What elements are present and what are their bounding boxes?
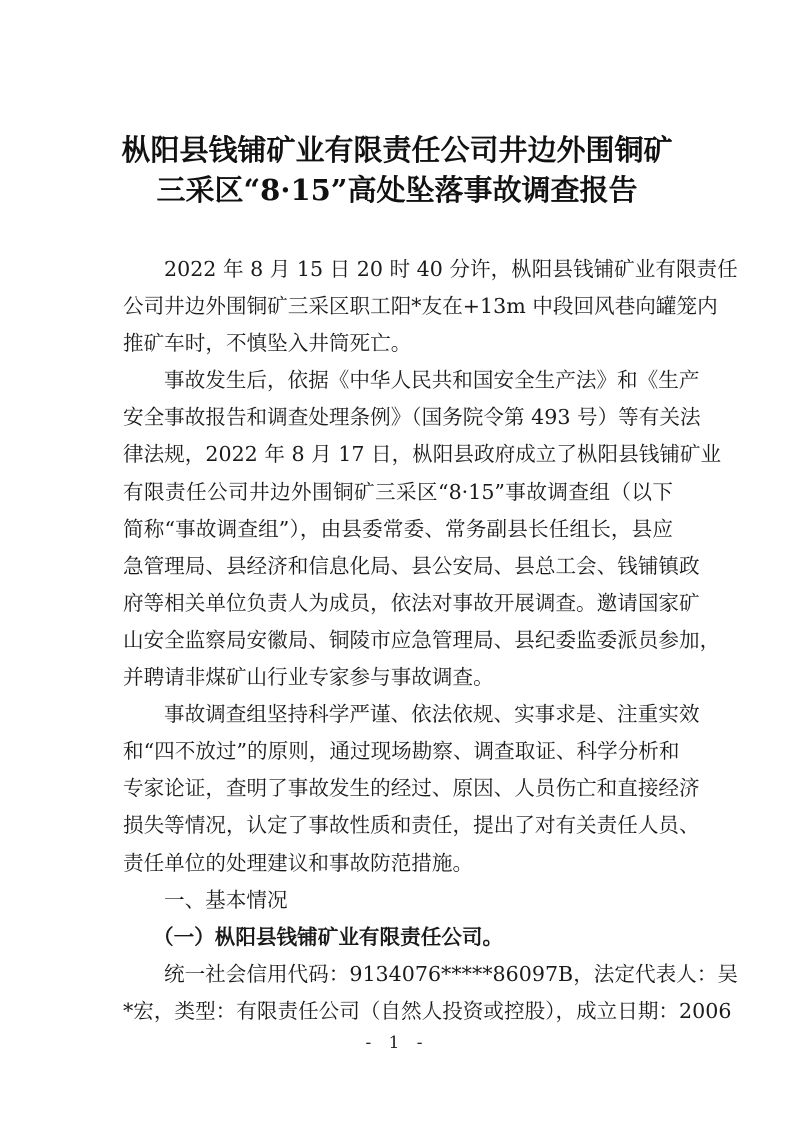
paragraph-2-line-3: 律法规，2022 年 8 月 17 日，枞阳县政府成立了枞阳县钱铺矿业 xyxy=(123,442,722,467)
report-title-line-1: 枞阳县钱铺矿业有限责任公司井边外围铜矿 xyxy=(121,133,673,167)
paragraph-3-line-5: 责任单位的处理建议和事故防范措施。 xyxy=(123,850,474,875)
page-number: - 1 - xyxy=(365,1033,429,1053)
paragraph-1-line-1: 2022 年 8 月 15 日 20 时 40 分许，枞阳县钱铺矿业有限责任 xyxy=(164,257,738,281)
report-title-line-2: 三采区“8·15”高处坠落事故调查报告 xyxy=(156,173,638,207)
paragraph-3-line-4: 损失等情况，认定了事故性质和责任，提出了对有关责任人员、 xyxy=(123,813,700,838)
paragraph-4-line-2: *宏，类型：有限责任公司（自然人投资或控股），成立日期：2006 xyxy=(123,998,732,1023)
section-heading-basic-info: 一、基本情况 xyxy=(164,887,288,912)
paragraph-2-line-7: 府等相关单位负责人为成员，依法对事故开展调查。邀请国家矿 xyxy=(123,590,700,615)
paragraph-3-line-2: 和“四不放过”的原则，通过现场勘察、调查取证、科学分析和 xyxy=(123,739,680,764)
paragraph-2-line-5: 简称“事故调查组”），由县委常委、常务副县长任组长，县应 xyxy=(123,516,673,541)
paragraph-3-line-1: 事故调查组坚持科学严谨、依法依规、实事求是、注重实效 xyxy=(164,702,700,727)
paragraph-4-line-1: 统一社会信用代码：9134076*****86097B，法定代表人：吴 xyxy=(164,961,738,986)
paragraph-2-line-6: 急管理局、县经济和信息化局、县公安局、县总工会、钱铺镇政 xyxy=(123,553,700,578)
report-body xyxy=(123,251,738,1030)
paragraph-2-line-9: 并聘请非煤矿山行业专家参与事故调查。 xyxy=(123,665,494,690)
paragraph-2-line-1: 事故发生后，依据《中华人民共和国安全生产法》和《生产 xyxy=(164,368,700,393)
subsection-heading-company: （一）枞阳县钱铺矿业有限责任公司。 xyxy=(153,924,504,949)
paragraph-2-line-8: 山安全监察局安徽局、铜陵市应急管理局、县纪委监委派员参加， xyxy=(123,627,721,652)
paragraph-1-line-2: 公司井边外围铜矿三采区职工阳*友在+13m 中段回风巷向罐笼内 xyxy=(123,294,718,319)
paragraph-1-line-3: 推矿车时，不慎坠入井筒死亡。 xyxy=(123,331,412,356)
paragraph-3-line-3: 专家论证，查明了事故发生的经过、原因、人员伤亡和直接经济 xyxy=(123,776,700,801)
paragraph-2-line-4: 有限责任公司井边外围铜矿三采区“8·15”事故调查组（以下 xyxy=(123,479,673,504)
paragraph-2-line-2: 安全事故报告和调查处理条例》（国务院令第 493 号）等有关法 xyxy=(123,405,701,430)
